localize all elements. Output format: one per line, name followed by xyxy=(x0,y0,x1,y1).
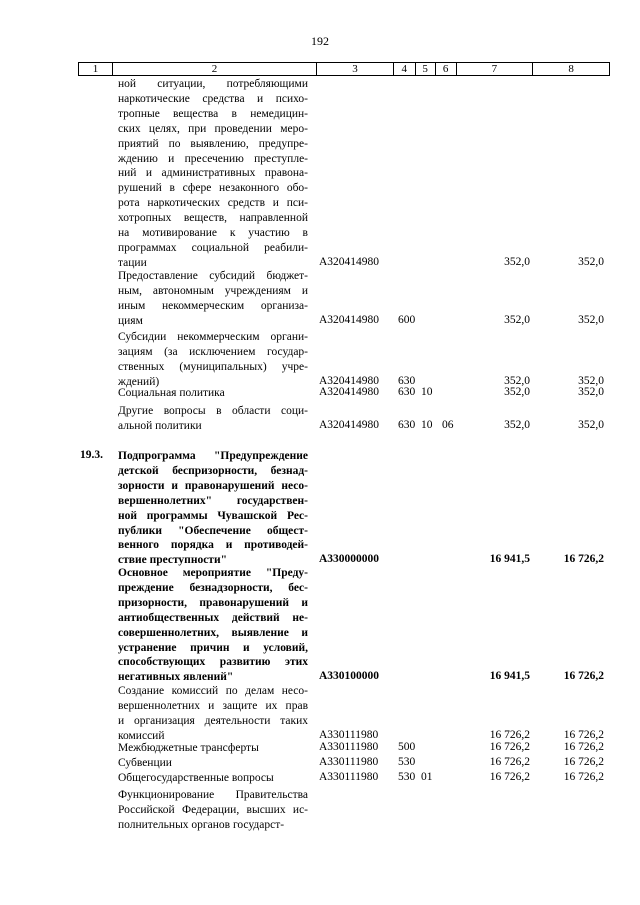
row-name-line: Создание комиссий по делам несо- xyxy=(118,685,308,697)
row-sum-1: 16 941,5 xyxy=(489,670,530,683)
row-code: А320414980 xyxy=(319,374,380,387)
row-sum-2: 16 726,2 xyxy=(563,670,604,683)
row-sum-1: 352,0 xyxy=(504,313,530,326)
row-sum-2: 16 726,2 xyxy=(563,756,604,768)
row-name-line: способствующих развитию этих xyxy=(118,656,308,669)
row-col-5: 10 xyxy=(421,386,433,398)
row-code: А330111980 xyxy=(319,771,379,783)
row-name-line: ным, автономным учреждениям и xyxy=(118,284,308,297)
row-name-line: ной ситуации, потребляющими xyxy=(118,78,308,90)
header-col-4: 4 xyxy=(394,63,416,75)
row-sum-1: 352,0 xyxy=(504,374,530,387)
row-name-line: устранение причин и условий, xyxy=(118,641,308,654)
row-col-5: 01 xyxy=(421,771,433,783)
row-name-line: ственных (муниципальных) учре- xyxy=(118,360,308,373)
row-name-line: публики "Обеспечение общест- xyxy=(118,524,308,537)
row-name xyxy=(118,330,308,390)
row-name-line: программах социальной реабили- xyxy=(118,241,308,254)
row-name-line: ских целях, при проведении меро- xyxy=(118,122,308,135)
row-name-line: комиссий xyxy=(118,729,165,742)
row-name-line: приятий по выявлению, предупре- xyxy=(118,137,308,150)
row-name-line: вершеннолетних" государствен- xyxy=(118,494,308,507)
header-col-3: 3 xyxy=(317,63,394,75)
row-name-line: Предоставление субсидий бюджет- xyxy=(118,270,308,282)
row-name-line: Субвенции xyxy=(118,757,172,769)
row-name-line: совершеннолетних, выявление и xyxy=(118,626,308,639)
row-col-4: 630 xyxy=(398,386,416,398)
row-sum-2: 16 726,2 xyxy=(563,728,604,741)
row-sum-1: 352,0 xyxy=(504,255,530,268)
row-name-line: ждению и пресечению преступле- xyxy=(118,152,308,165)
row-code: А320414980 xyxy=(319,418,380,431)
row-sum-2: 352,0 xyxy=(578,255,604,268)
row-name-line: зорности и правонарушений несо- xyxy=(118,479,308,492)
row-name xyxy=(118,386,308,401)
row-name-line: Функционирование Правительства xyxy=(118,789,308,801)
row-name xyxy=(118,788,308,833)
row-name-line: антиобщественных действий не- xyxy=(118,611,308,624)
row-name-line: зациям (за исключением государ- xyxy=(118,345,308,358)
row-name xyxy=(118,449,308,568)
row-sum-1: 16 726,2 xyxy=(489,741,530,753)
row-name-line: хотропных веществ, направленной xyxy=(118,212,308,225)
header-col-1: 1 xyxy=(79,63,113,75)
row-name-line: ной программы Чувашской Рес- xyxy=(118,509,308,522)
row-sum-1: 352,0 xyxy=(504,418,530,431)
row-name-line: ний и административных правона- xyxy=(118,167,308,180)
row-name-line: на мотивирование к участию в xyxy=(118,227,308,240)
row-name-line: тропные вещества в немедицин- xyxy=(118,107,308,120)
row-col-5: 10 xyxy=(421,418,433,431)
header-col-5: 5 xyxy=(416,63,436,75)
row-name-line: Социальная политика xyxy=(118,387,225,399)
row-name-line: Российской Федерации, высших ис- xyxy=(118,803,308,816)
row-code: А330111980 xyxy=(319,741,379,753)
row-name-line: Межбюджетные трансферты xyxy=(118,742,259,754)
row-name xyxy=(118,756,308,771)
row-sum-2: 352,0 xyxy=(578,418,604,431)
row-name-line: вершеннолетних и защите их прав xyxy=(118,699,308,712)
row-name xyxy=(118,566,308,685)
row-code: А330000000 xyxy=(319,553,380,566)
row-sum-1: 352,0 xyxy=(504,386,530,398)
row-name xyxy=(118,771,308,786)
row-name xyxy=(118,269,308,329)
row-name xyxy=(118,77,308,271)
row-name-line: наркотические средства и психо- xyxy=(118,92,308,105)
row-col-4: 500 xyxy=(398,741,416,753)
row-name-line: и организация деятельности таких xyxy=(118,714,308,727)
row-sum-1: 16 726,2 xyxy=(489,728,530,741)
row-name-line: ждений) xyxy=(118,375,160,388)
row-col-4: 530 xyxy=(398,771,416,783)
row-name-line: альной политики xyxy=(118,419,202,432)
row-name-line: иным некоммерческим организа- xyxy=(118,299,308,312)
row-name-line: негативных явлений" xyxy=(118,671,234,684)
row-name-line: венного порядка и противодей- xyxy=(118,539,308,552)
table-header xyxy=(78,62,610,76)
row-sum-2: 352,0 xyxy=(578,374,604,387)
row-name-line: Основное мероприятие "Преду- xyxy=(118,567,308,579)
row-name-line: Другие вопросы в области соци- xyxy=(118,405,308,417)
header-col-2: 2 xyxy=(113,63,317,75)
row-col-6: 06 xyxy=(442,418,454,431)
row-code: А330111980 xyxy=(319,756,379,768)
row-sum-2: 16 726,2 xyxy=(563,741,604,753)
row-name xyxy=(118,684,308,744)
row-code: А320414980 xyxy=(319,313,380,326)
row-col-4: 630 xyxy=(398,374,416,387)
row-name-line: детской беспризорности, безнад- xyxy=(118,464,308,477)
row-name-line: тации xyxy=(118,256,147,269)
header-col-8: 8 xyxy=(568,63,574,75)
row-name xyxy=(118,741,308,756)
header-col-6: 6 xyxy=(436,63,457,75)
row-code: А320414980 xyxy=(319,386,380,398)
row-name xyxy=(118,404,308,434)
row-code: А330100000 xyxy=(319,670,380,683)
row-number: 19.3. xyxy=(80,449,103,461)
row-name-line: ствие преступности" xyxy=(118,554,227,567)
row-name-line: Общегосударственные вопросы xyxy=(118,772,274,784)
row-name-line: рота наркотических средств и пси- xyxy=(118,197,308,210)
row-col-4: 600 xyxy=(398,313,416,326)
row-sum-1: 16 726,2 xyxy=(489,771,530,783)
page-number: 192 xyxy=(311,34,329,48)
header-col-7: 7 xyxy=(457,63,534,75)
row-sum-2: 352,0 xyxy=(578,386,604,398)
row-code: А330111980 xyxy=(319,728,379,741)
row-name-line: призорности, правонарушений и xyxy=(118,596,308,609)
row-name-line: циям xyxy=(118,314,143,327)
row-sum-2: 352,0 xyxy=(578,313,604,326)
row-name-line: полнительных органов государст- xyxy=(118,818,285,831)
row-name-line: рушений в сфере незаконного обо- xyxy=(118,182,308,195)
row-sum-1: 16 726,2 xyxy=(489,756,530,768)
row-name-line: преждение безнадзорности, бес- xyxy=(118,581,308,594)
row-name-line: Подпрограмма "Предупреждение xyxy=(118,450,308,462)
row-col-4: 530 xyxy=(398,756,416,768)
row-sum-1: 16 941,5 xyxy=(489,553,530,566)
row-col-4: 630 xyxy=(398,418,416,431)
row-name-line: Субсидии некоммерческим органи- xyxy=(118,331,308,343)
row-code: А320414980 xyxy=(319,255,380,268)
row-sum-2: 16 726,2 xyxy=(563,771,604,783)
row-sum-2: 16 726,2 xyxy=(563,553,604,566)
